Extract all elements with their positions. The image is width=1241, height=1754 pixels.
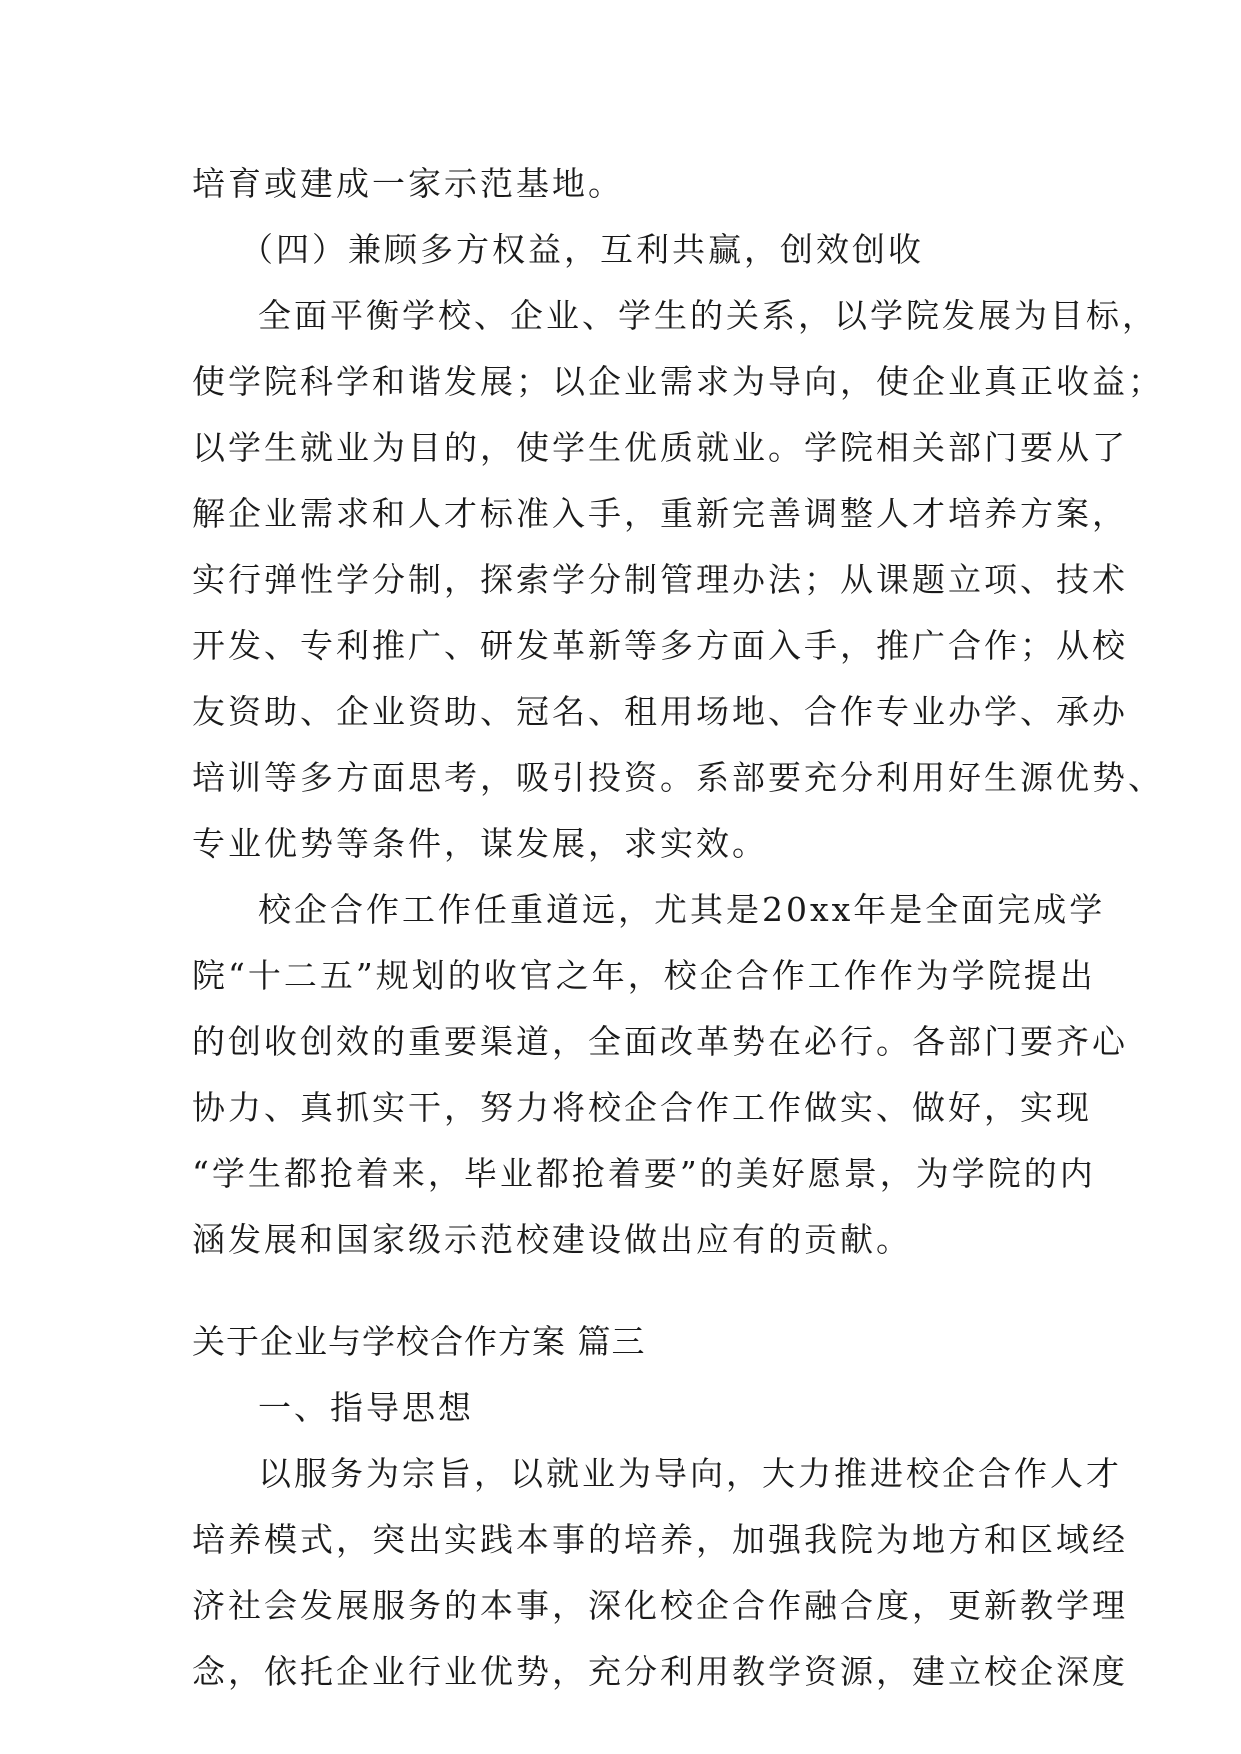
text-line: 的创收创效的重要渠道，全面改革势在必行。各部门要齐心 (192, 1022, 1128, 1061)
text-line: 实行弹性学分制，探索学分制管理办法；从课题立项、技术 (192, 560, 1128, 599)
text-line: 培训等多方面思考，吸引投资。系部要充分利用好生源优势、 (192, 758, 1164, 797)
text-line: 以学生就业为目的，使学生优质就业。学院相关部门要从了 (192, 428, 1128, 467)
text-line: 开发、专利推广、研发革新等多方面入手，推广合作；从校 (192, 626, 1128, 665)
text-line: 院“十二五”规划的收官之年，校企合作工作作为学院提出 (192, 956, 1096, 995)
text-line: 全面平衡学校、企业、学生的关系，以学院发展为目标， (258, 296, 1158, 335)
chapter-title: 关于企业与学校合作方案 篇三 (192, 1322, 646, 1361)
text-line: 涵发展和国家级示范校建设做出应有的贡献。 (192, 1220, 912, 1259)
section-heading: （四）兼顾多方权益，互利共赢，创效创收 (240, 230, 924, 269)
text-line: 培育或建成一家示范基地。 (192, 164, 624, 203)
text-line: “学生都抢着来，毕业都抢着要”的美好愿景，为学院的内 (192, 1154, 1096, 1193)
text-line: 友资助、企业资助、冠名、租用场地、合作专业办学、承办 (192, 692, 1128, 731)
text-line: 专业优势等条件，谋发展，求实效。 (192, 824, 768, 863)
section-heading: 一、指导思想 (258, 1388, 474, 1427)
text-line: 协力、真抓实干，努力将校企合作工作做实、做好，实现 (192, 1088, 1092, 1127)
text-line: 念，依托企业行业优势，充分利用教学资源，建立校企深度 (192, 1652, 1128, 1691)
text-line: 使学院科学和谐发展；以企业需求为导向，使企业真正收益； (192, 362, 1164, 401)
text-line: 培养模式，突出实践本事的培养，加强我院为地方和区域经 (192, 1520, 1128, 1559)
text-line: 校企合作工作任重道远，尤其是20xx年是全面完成学 (258, 890, 1106, 929)
text-line: 解企业需求和人才标准入手，重新完善调整人才培养方案， (192, 494, 1128, 533)
text-line: 以服务为宗旨，以就业为导向，大力推进校企合作人才 (258, 1454, 1122, 1493)
text-line: 济社会发展服务的本事，深化校企合作融合度，更新教学理 (192, 1586, 1128, 1625)
